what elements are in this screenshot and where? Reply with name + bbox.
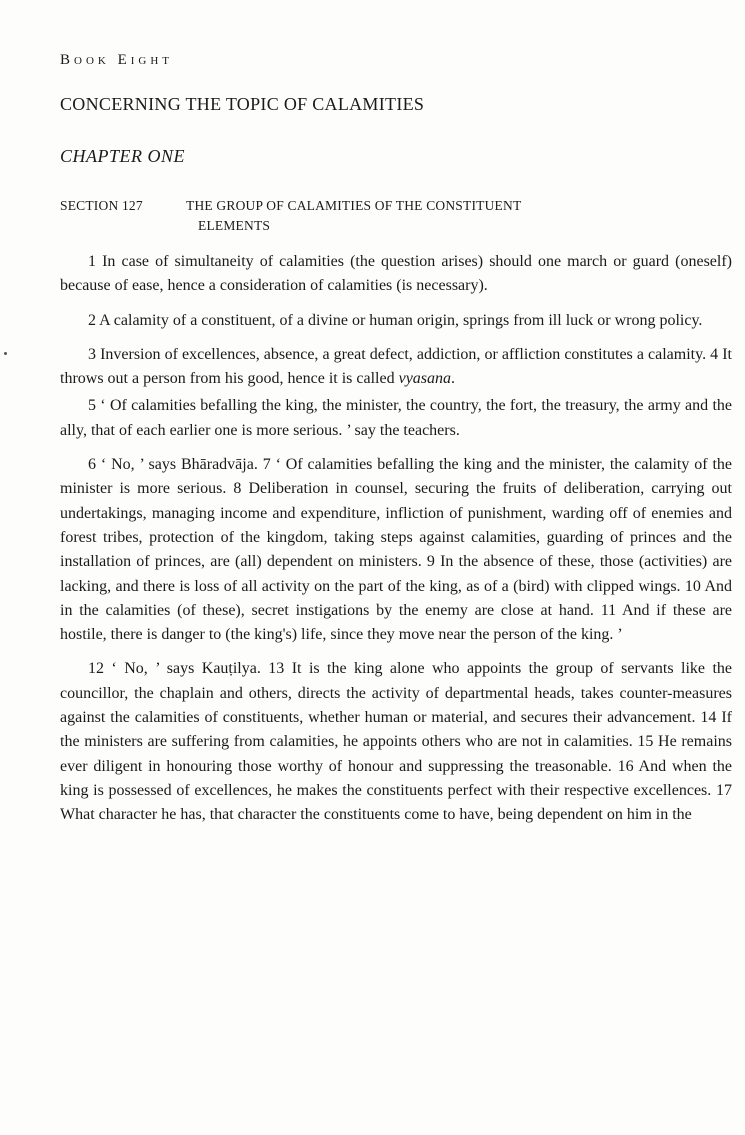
paragraph-3: 3 Inversion of excellences, absence, a great defect, addiction, or affliction constitutes a calamity. 4 It throws out a person from his good, hence it is called vyasana. xyxy=(60,345,732,388)
section-title-line2: ELEMENTS xyxy=(198,218,271,233)
paragraph-4: 5 ‘ Of calamities befalling the king, the minister, the country, the fort, the treasury, the army and the ally, that of each earlier one is more serious. ’ say the teachers. xyxy=(60,397,732,439)
section-number: SECTION 127 xyxy=(60,198,143,213)
chapter-title: CHAPTER ONE xyxy=(60,146,185,166)
paragraph-5: 6 ‘ No, ’ says Bhāradvāja. 7 ‘ Of calamities befalling the king and the minister, the calamity of the minister is more serious. 8 Deliberation in counsel, securing the fruits of deliberation, carrying out undertakings, managing income and expenditure, infliction of punishment, warding off of enemies and forest tribes, protection of the kingdom, taking steps against calamities, guarding of princes and the installation of princes, are (all) dependent on ministers. 9 In the absence of these, those (activities) are lacking, and there is loss of all activity on the part of the king, as of a (bird) with clipped wings. 10 And in the calamities (of these), secret instigations by the enemy are close at hand. 11 And if these are hostile, there is danger to (the king's) life, since they move near the person of the king. ’ xyxy=(60,456,732,644)
section-title-line1: THE GROUP OF CALAMITIES OF THE CONSTITUENT xyxy=(186,198,522,213)
part-title: CONCERNING THE TOPIC OF CALAMITIES xyxy=(60,94,425,114)
term-vyasana: vyasana xyxy=(398,370,452,388)
body-text xyxy=(60,250,732,828)
paragraph-6: 12 ‘ No, ’ says Kauṭilya. 13 It is the king alone who appoints the group of servants like the councillor, the chaplain and others, directs the activity of departmental heads, takes counter-measures against the calamities of constituents, whether human or material, and secures their advancement. 14 If the ministers are suffering from calamities, he appoints others who are not in calamities. 15 He remains ever diligent in honouring those worthy of honour and suppressing the treasonable. 16 And when the king is possessed of excellences, he makes the constituents perfect with their respective excellences. 17 What character he has, that character the constituents come to have, being dependent on him in the xyxy=(60,660,732,824)
paragraph-2: 2 A calamity of a constituent, of a divine or human origin, springs from ill luck or wrong policy. xyxy=(88,311,703,329)
paragraph-1: 1 In case of simultaneity of calamities (the question arises) should one march or guard (oneself) because of ease, hence a consideration of calamities (is necessary). xyxy=(60,253,732,295)
section-heading xyxy=(60,196,732,236)
section-title xyxy=(180,196,650,236)
page xyxy=(60,50,732,838)
margin-speck xyxy=(4,352,7,355)
book-label: Book Eight xyxy=(60,52,174,68)
